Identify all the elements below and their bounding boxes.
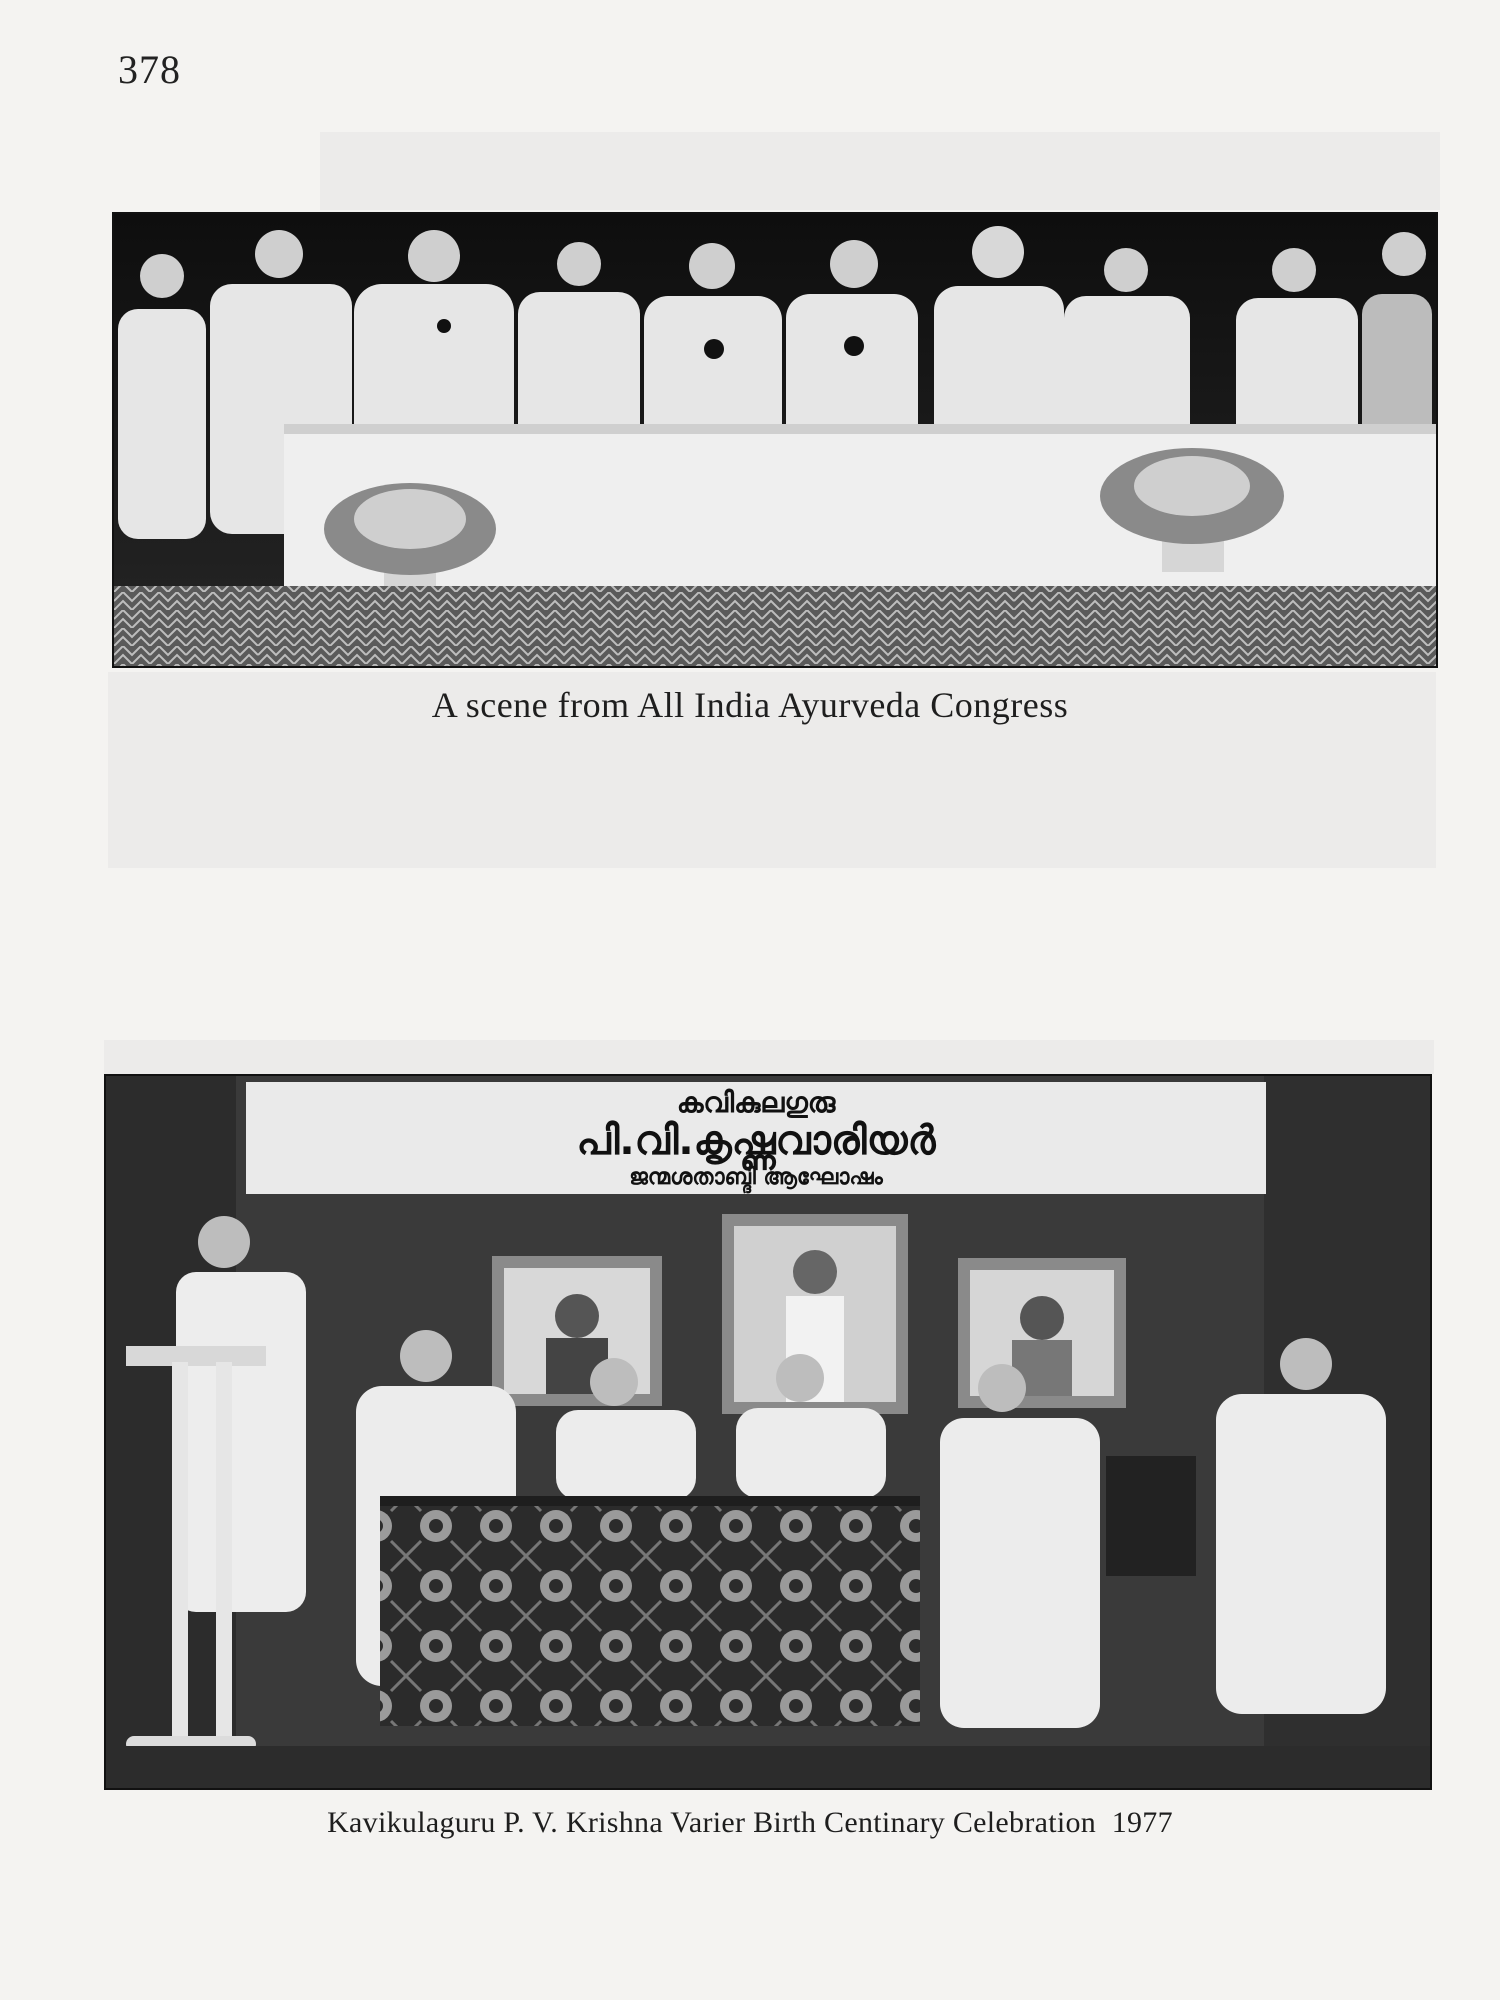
banner-line-2: പി.വി.കൃഷ്ണവാരിയർ	[576, 1118, 936, 1164]
banner-line-1: കവികുലഗുരു	[676, 1086, 836, 1119]
banner-line-3: ജന്മശതാബ്ദി ആഘോഷം	[629, 1165, 883, 1190]
photo-birth-centenary-image	[106, 1076, 1430, 1788]
table-with-patterned-cloth	[380, 1496, 920, 1726]
bleed-through-band-top	[320, 132, 1440, 210]
photo-1-caption: A scene from All India Ayurveda Congress	[431, 685, 1069, 725]
page-number: 378	[118, 47, 181, 92]
photo-ayurveda-congress-image	[114, 214, 1436, 666]
photo-2-caption: Kavikulaguru P. V. Krishna Varier Birth Centinary Celebration 1977	[327, 1806, 1173, 1839]
photo-ayurveda-congress	[112, 212, 1438, 668]
bleed-through-band-lower	[104, 1040, 1434, 1074]
photo-birth-centenary	[104, 1074, 1432, 1790]
stage-banner	[246, 1082, 1266, 1194]
